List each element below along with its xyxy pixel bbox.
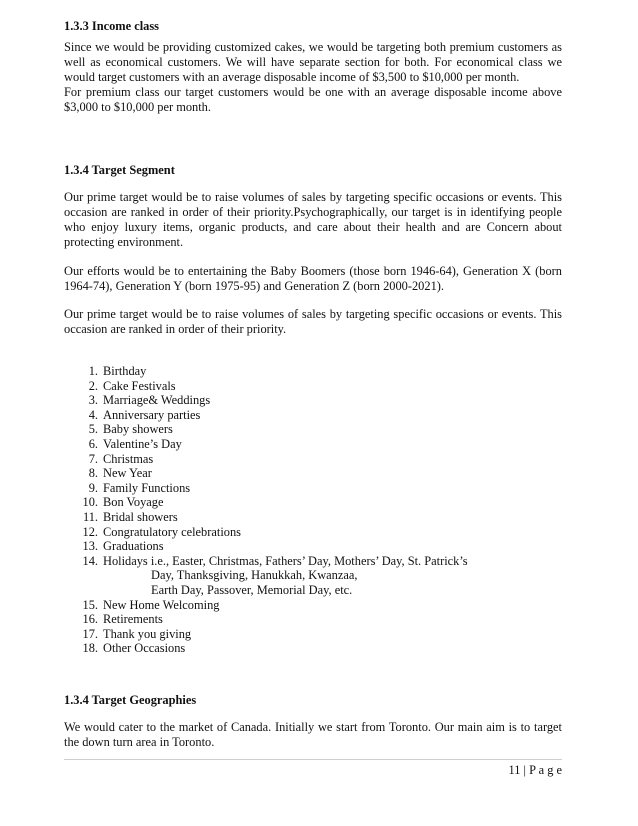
list-item: 2. Cake Festivals [88, 378, 176, 393]
income-class-section [64, 19, 562, 33]
page-number: 11 | P a g e [508, 763, 562, 777]
segment-body-2 [64, 264, 562, 294]
list-item: 14. Holidays i.e., Easter, Christmas, Fathers’ Day, Mothers’ Day, St. Patrick’s Day, Thanksgiving, Hanukkah, Kwanzaa, Earth Day, Passover, Memorial Day, etc. [64, 554, 562, 598]
segment-paragraph-3: Our prime target would be to raise volumes of sales by targeting specific occasions or events. This occasion are ranked in order of their priority. [64, 307, 562, 336]
list-item-continuation: Day, Thanksgiving, Hanukkah, Kwanzaa, [151, 568, 358, 583]
list-item: 16. Retirements [82, 612, 163, 627]
income-paragraph-2: For premium class our target customers would be one with an average disposable income above $3,000 to $10,000 per month. [64, 85, 562, 114]
list-item: 4. Anniversary parties [88, 407, 201, 422]
list-item: 17. Thank you giving [82, 626, 192, 641]
list-item: 1. Birthday [88, 364, 147, 378]
target-segment-heading: 1.3.4 Target Segment [64, 163, 175, 177]
list-item: 9. Family Functions [88, 480, 191, 495]
list-item: 10. Bon Voyage [82, 495, 164, 510]
segment-paragraph-1: Our prime target would be to raise volumes of sales by targeting specific occasions or events. This occasion are ranked in order of their priority.Psychographically, our target is in identifying people who enjoy luxury items, organic products, and care about their health and are Concern about protecting environment. [64, 190, 562, 249]
income-class-body [64, 40, 562, 115]
target-geographies-heading: 1.3.4 Target Geographies [64, 693, 197, 707]
segment-paragraph-2: Our efforts would be to entertaining the Baby Boomers (those born 1946-64), Generation X (born 1964-74), Generation Y (born 1975-95) and Generation Z (born 2000-2021). [64, 264, 562, 293]
geographies-paragraph-1: We would cater to the market of Canada. Initially we start from Toronto. Our main aim is to target the down turn area in Toronto. [64, 720, 562, 749]
segment-body-3 [64, 307, 562, 337]
list-item: 8. New Year [88, 466, 152, 481]
list-item: 12. Congratulatory celebrations [82, 524, 241, 539]
list-item-continuation: Earth Day, Passover, Memorial Day, etc. [151, 582, 353, 597]
target-segment-section [64, 163, 562, 177]
geographies-body [64, 720, 562, 750]
income-paragraph-1: Since we would be providing customized cakes, we would be targeting both premium customers as well as economical customers. We will have separate section for both. For economical class we would target customers with an average disposable income of $3,500 to $10,000 per month. [64, 40, 562, 84]
list-item: 13. Graduations [82, 539, 164, 554]
target-geographies-section [64, 693, 562, 707]
list-item: 11. Bridal showers [82, 509, 178, 524]
occasions-list [64, 364, 562, 656]
list-item: 15. New Home Welcoming [82, 597, 220, 612]
list-item: 5. Baby showers [88, 422, 173, 437]
footer-divider [64, 759, 562, 760]
list-item: 6. Valentine’s Day [88, 436, 182, 451]
list-item: 18. Other Occasions [82, 641, 186, 656]
list-item: 3. Marriage& Weddings [88, 393, 211, 408]
segment-body-1 [64, 190, 562, 250]
occasions-list-container [64, 364, 562, 656]
list-item: 7. Christmas [88, 451, 154, 466]
income-class-heading: 1.3.3 Income class [64, 19, 159, 33]
